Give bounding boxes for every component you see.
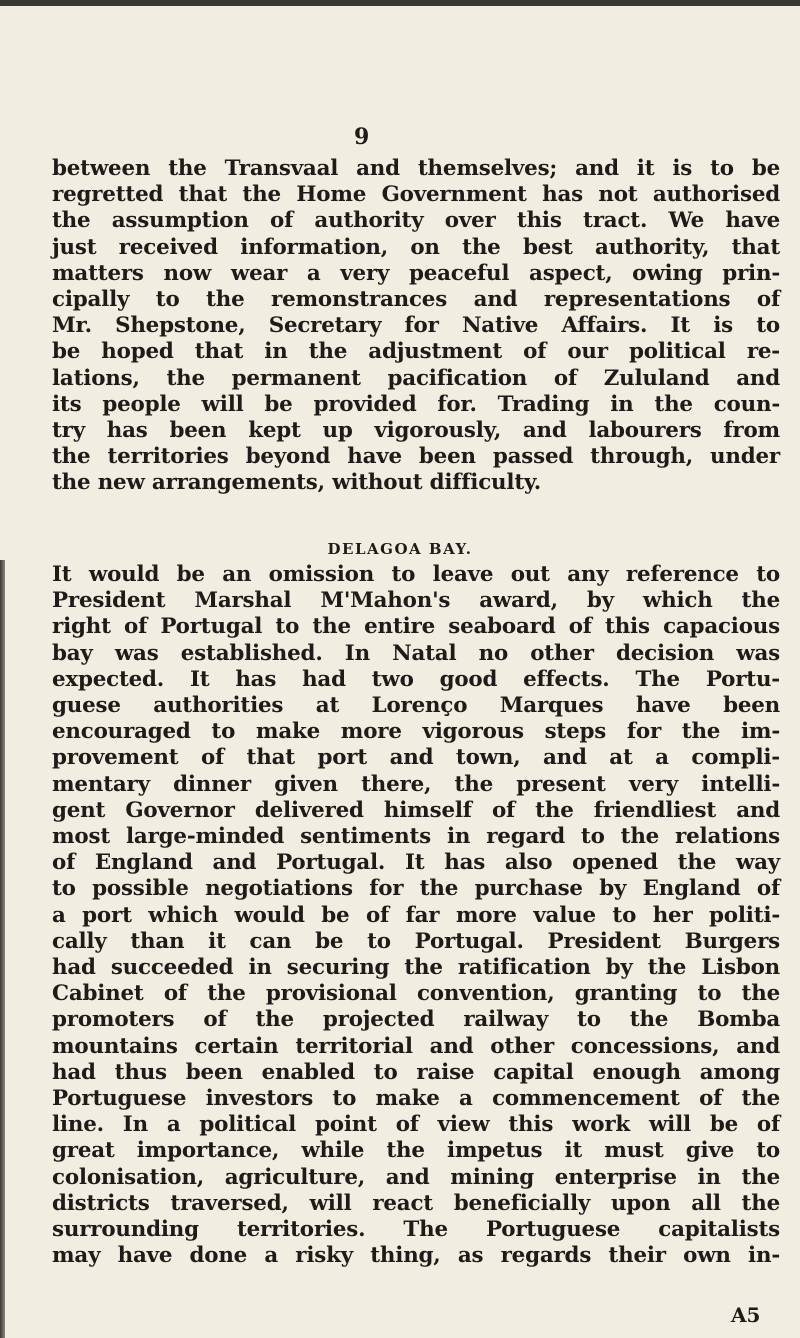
text-line: to possible negotiations for the purchase by England of (52, 876, 780, 902)
text-line: the assumption of authority over this tract. We have (52, 208, 780, 234)
text-line: just received information, on the best authority, that (52, 234, 780, 260)
text-line: President Marshal M'Mahon's award, by which the (52, 588, 780, 614)
text-line: gent Governor delivered himself of the friendliest and (52, 797, 780, 823)
text-line: provement of that port and town, and at a compli- (52, 745, 780, 771)
paragraph-2 (52, 562, 780, 1269)
text-line: matters now wear a very peaceful aspect, owing prin- (52, 260, 780, 286)
text-line: Mr. Shepstone, Secretary for Native Affairs. It is to (52, 313, 780, 339)
text-line: between the Transvaal and themselves; and it is to be (52, 156, 780, 181)
page-number: 9 (354, 124, 370, 150)
text-line: had thus been enabled to raise capital enough among (52, 1059, 780, 1085)
text-line: promoters of the projected railway to the Bomba (52, 1007, 780, 1033)
text-line: great importance, while the impetus it must give to (52, 1138, 780, 1164)
text-line: try has been kept up vigorously, and labourers from (52, 418, 780, 444)
text-line: surrounding territories. The Portuguese capitalists (52, 1217, 780, 1243)
text-line: a port which would be of far more value to her politi- (52, 902, 780, 928)
text-line: most large-minded sentiments in regard to the relations (52, 824, 780, 850)
text-line: colonisation, agriculture, and mining enterprise in the (52, 1164, 780, 1190)
text-line: Cabinet of the provisional convention, granting to the (52, 981, 780, 1007)
text-line: its people will be provided for. Trading in the coun- (52, 391, 780, 417)
text-line: cally than it can be to Portugal. President Burgers (52, 928, 780, 954)
text-line: districts traversed, will react beneficially upon all the (52, 1190, 780, 1216)
text-line: lations, the permanent pacification of Zululand and (52, 365, 780, 391)
text-line: had succeeded in securing the ratification by the Lisbon (52, 955, 780, 981)
printer-signature-mark: A5 (731, 1303, 761, 1327)
text-line: regretted that the Home Government has not authorised (52, 182, 780, 208)
text-line: Portuguese investors to make a commencement of the (52, 1086, 780, 1112)
text-line: mountains certain territorial and other concessions, and (52, 1033, 780, 1059)
text-line: of England and Portugal. It has also opened the way (52, 850, 780, 876)
text-line: cipally to the remonstrances and representations of (52, 287, 780, 313)
section-heading: DELAGOA BAY. (327, 540, 473, 558)
text-line: the territories beyond have been passed through, under (52, 444, 780, 470)
text-line: expected. It has had two good effects. The Portu- (52, 666, 780, 692)
page-top-border (0, 0, 800, 6)
text-line: the new arrangements, without difficulty. (52, 470, 542, 496)
text-line: encouraged to make more vigorous steps for the im- (52, 719, 780, 745)
text-line: right of Portugal to the entire seaboard of this capacious (52, 614, 780, 640)
text-line: may have done a risky thing, as regards their own in- (52, 1243, 780, 1269)
text-line: It would be an omission to leave out any reference to (52, 562, 780, 587)
paragraph-1 (52, 156, 780, 497)
text-line: guese authorities at Lorenço Marques have been (52, 693, 780, 719)
text-line: mentary dinner given there, the present very intelli- (52, 771, 780, 797)
text-line: be hoped that in the adjustment of our political re- (52, 339, 780, 365)
text-line: line. In a political point of view this work will be of (52, 1112, 780, 1138)
text-line: bay was established. In Natal no other decision was (52, 640, 780, 666)
page-left-edge-shadow (0, 560, 5, 1338)
